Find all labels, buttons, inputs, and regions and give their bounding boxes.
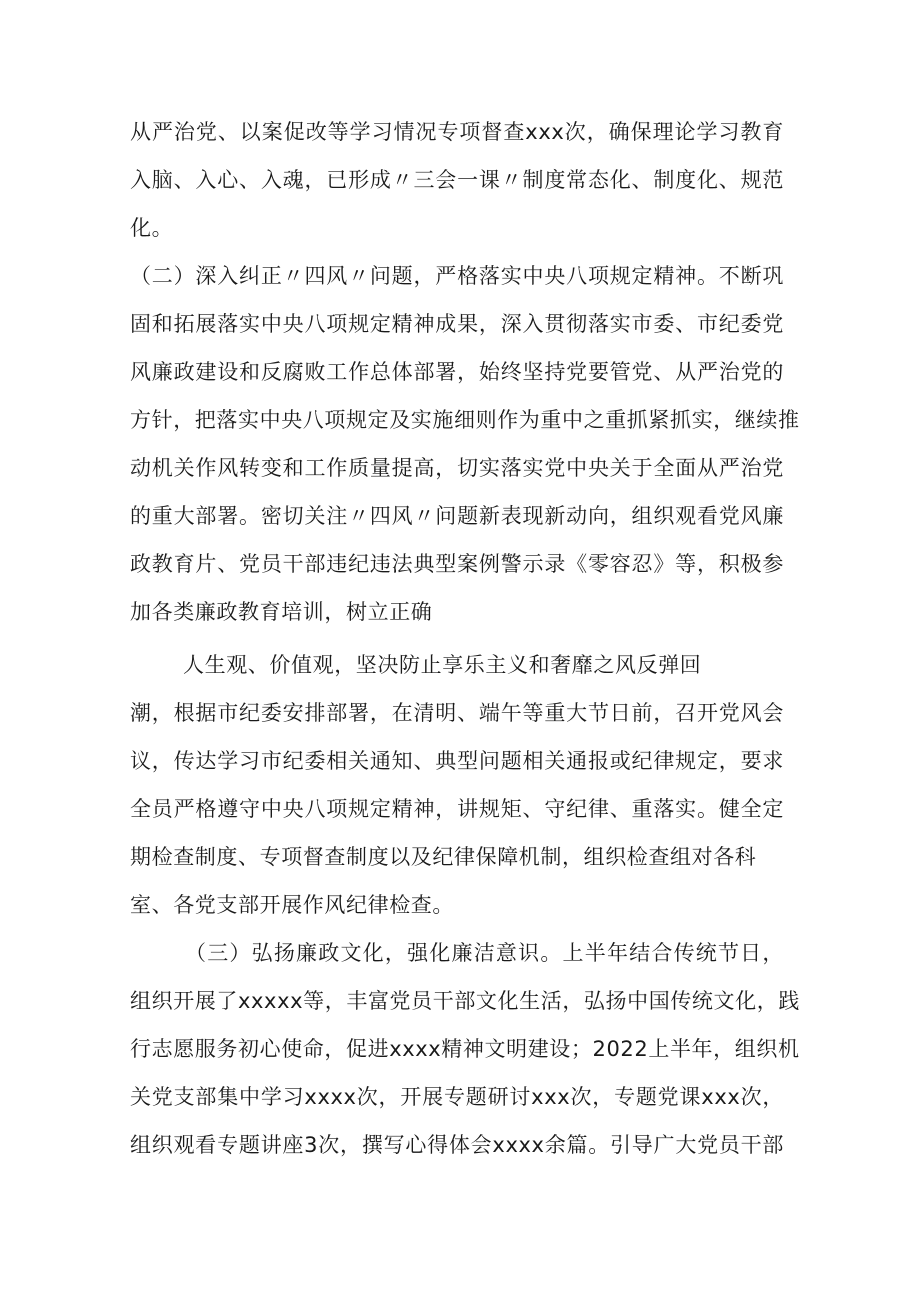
paragraph-line: 室、各党支部开展作风纪律检查。 — [130, 893, 454, 917]
paragraph-line: 固和拓展落实中央八项规定精神成果，深入贯彻落实市委、市纪委党 — [130, 312, 784, 336]
paragraph-line: 从严治党、以案促改等学习情况专项督查xxx次，确保理论学习教育 — [130, 120, 784, 144]
paragraph-line: 议，传达学习市纪委相关通知、典型问题相关通报或纪律规定，要求 — [130, 749, 784, 773]
paragraph-line: 入脑、入心、入魂，已形成〃三会一课〃制度常态化、制度化、规范 — [130, 168, 784, 192]
paragraph-line: 全员严格遵守中央八项规定精神，讲规矩、守纪律、重落实。健全定 — [130, 797, 784, 821]
section-heading-line: （三）弘扬廉政文化，强化廉洁意识。上半年结合传统节日， — [185, 941, 784, 965]
paragraph-line: 组织观看专题讲座3次，撰写心得体会xxxx余篇。引导广大党员干部 — [130, 1133, 784, 1157]
paragraph-line: 方针，把落实中央八项规定及实施细则作为重中之重抓紧抓实，继续推 — [130, 408, 800, 432]
paragraph-line: 的重大部署。密切关注〃四风〃问题新表现新动向，组织观看党风廉 — [130, 504, 784, 528]
paragraph-line: 化。 — [130, 216, 174, 240]
paragraph-line: 关党支部集中学习xxxx次，开展专题研讨xxx次，专题党课xxx次， — [130, 1085, 784, 1109]
paragraph-line: 行志愿服务初心使命，促进xxxx精神文明建设；2022上半年，组织机 — [130, 1037, 800, 1061]
paragraph-line: 组织开展了xxxxx等，丰富党员干部文化生活，弘扬中国传统文化，践 — [130, 989, 800, 1013]
paragraph-line: 风廉政建设和反腐败工作总体部署，始终坚持党要管党、从严治党的 — [130, 360, 784, 384]
paragraph-line: 潮，根据市纪委安排部署，在清明、端午等重大节日前，召开党风会 — [130, 701, 784, 725]
paragraph-line: 加各类廉政教育培训，树立正确 — [130, 600, 433, 624]
paragraph-line: 人生观、价值观，坚决防止享乐主义和奢靡之风反弹回 — [183, 653, 702, 677]
section-heading-line: （二）深入纠正〃四风〃问题，严格落实中央八项规定精神。不断巩 — [130, 264, 784, 288]
paragraph-line: 政教育片、党员干部违纪违法典型案例警示录《零容忍》等，积极参 — [130, 552, 784, 576]
paragraph-line: 动机关作风转变和工作质量提高，切实落实党中央关于全面从严治党 — [130, 456, 784, 480]
paragraph-line: 期检查制度、专项督查制度以及纪律保障机制，组织检查组对各科 — [130, 845, 757, 869]
